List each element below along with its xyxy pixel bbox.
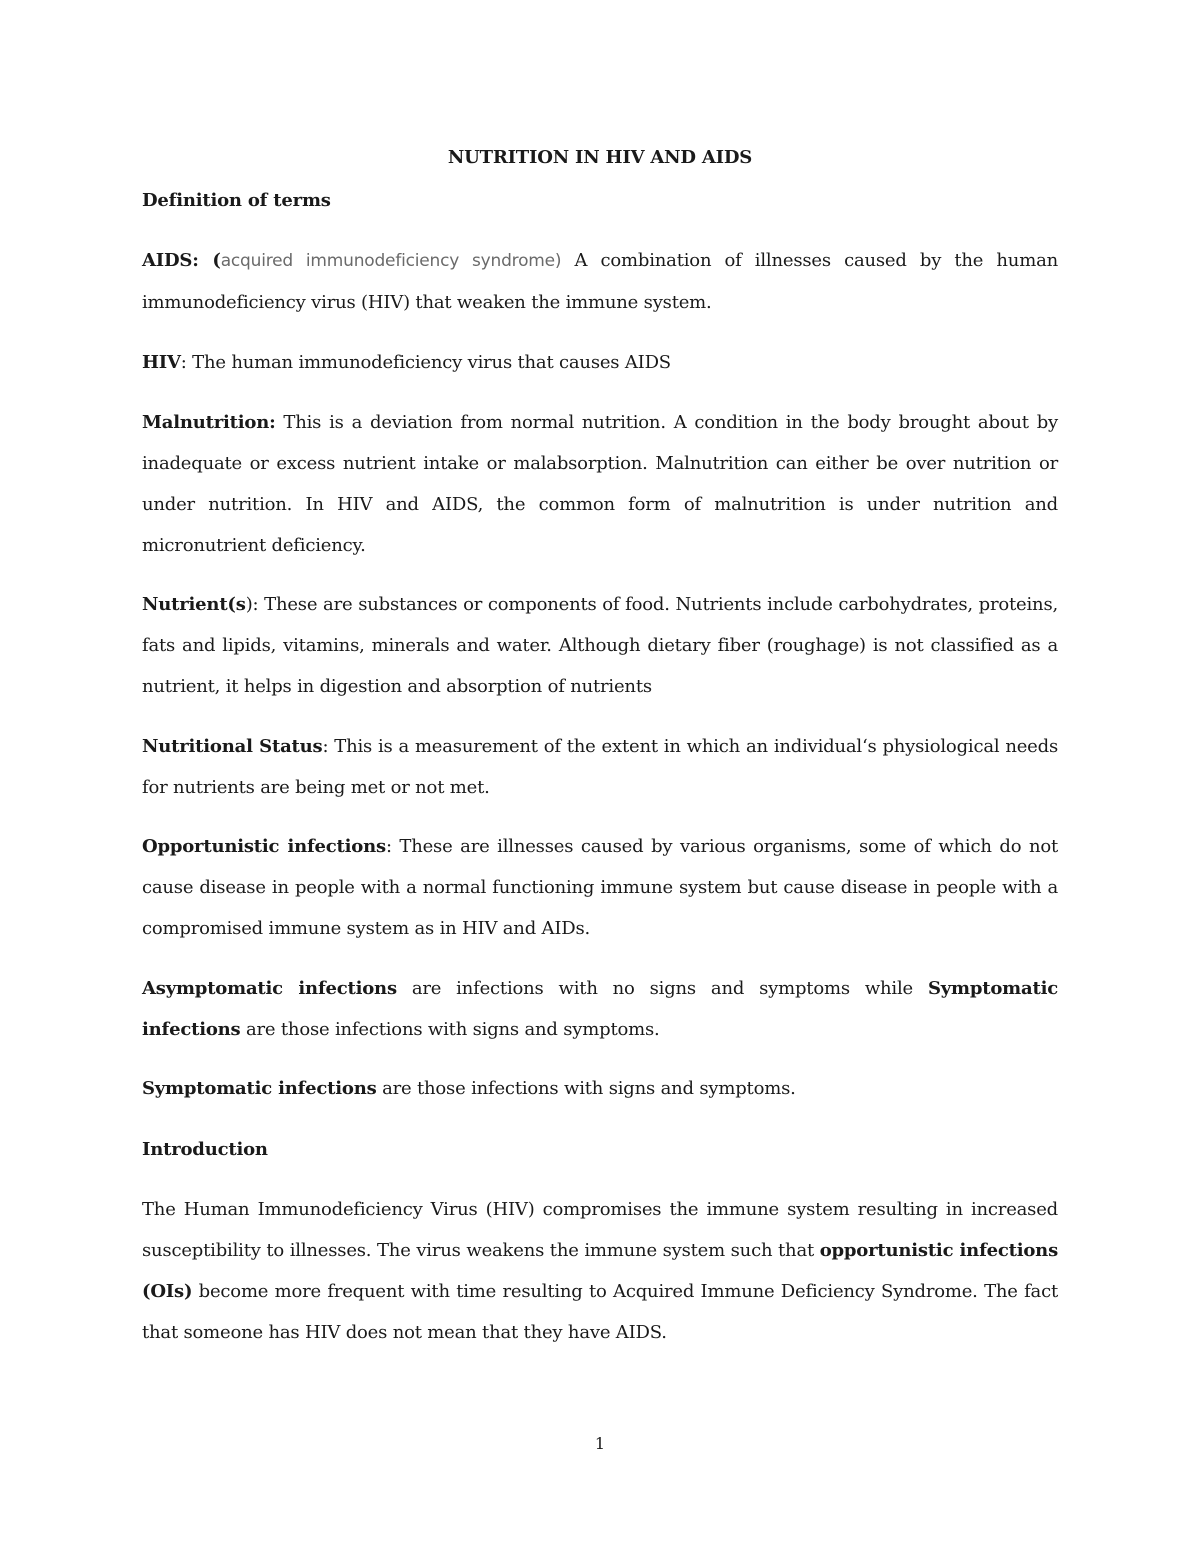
introduction-heading: Introduction	[142, 1139, 268, 1160]
term-symptomatic-infections-inline: Symptomatic infections	[142, 978, 1058, 1040]
term-opportunistic-infections: Opportunistic infections	[142, 836, 386, 857]
page-number: 1	[594, 1434, 606, 1453]
aids-expansion: acquired immunodeficiency syndrome)	[220, 251, 562, 271]
definition-nutrients	[142, 584, 1058, 707]
term-nutritional-status: Nutritional Status	[142, 736, 323, 757]
term-symptomatic-infections: Symptomatic infections	[142, 1078, 377, 1099]
aids-open-paren: (	[198, 250, 221, 271]
symptomatic-definition-text: are those infections with signs and symptoms.	[376, 1078, 796, 1099]
document-page	[142, 0, 1058, 1553]
asymptomatic-text-2: are those infections with signs and symptoms.	[240, 1019, 660, 1040]
definition-symptomatic-infections	[142, 1068, 1058, 1109]
nutritional-status-definition-text: : This is a measurement of the extent in which an individual‘s physiological needs for nutrients are being met or not met.	[142, 736, 1058, 798]
introduction-bold-term: opportunistic infections (OIs)	[142, 1240, 1059, 1302]
definition-malnutrition	[142, 402, 1058, 566]
term-aids: AIDS:	[142, 250, 199, 271]
definitions-heading: Definition of terms	[142, 190, 331, 211]
term-hiv: HIV	[142, 352, 181, 373]
asymptomatic-text-1: are infections with no signs and symptoms while	[396, 978, 928, 999]
introduction-text-2: become more frequent with time resulting to Acquired Immune Deficiency Syndrome. The fact that someone has HIV does not mean that they have AIDS.	[142, 1281, 1058, 1343]
term-asymptomatic-infections: Asymptomatic infections	[142, 978, 397, 999]
aids-definition-text: A combination of illnesses caused by the human immunodeficiency virus (HIV) that weaken the immune system.	[142, 250, 1058, 313]
introduction-text-1: The Human Immunodeficiency Virus (HIV) compromises the immune system resulting in increased susceptibility to illnesses. The virus weakens the immune system such that	[142, 1199, 1058, 1261]
opportunistic-definition-text: : These are illnesses caused by various organisms, some of which do not cause disease in people with a normal functioning immune system but cause disease in people with a compromised immune system as in HIV and AIDs.	[142, 836, 1059, 939]
definition-aids	[142, 240, 1058, 323]
nutrients-definition-text: ): These are substances or components of food. Nutrients include carbohydrates, proteins, fats and lipids, vitamins, minerals and water. Although dietary fiber (roughage) is not classified as a nutrient, it helps in digestion and absorption of nutrients	[142, 594, 1058, 697]
hiv-definition-text: : The human immunodeficiency virus that causes AIDS	[180, 352, 671, 373]
malnutrition-definition-text: This is a deviation from normal nutrition. A condition in the body brought about by inadequate or excess nutrient intake or malabsorption. Malnutrition can either be over nutrition or under nutrition. In HIV and AIDS, the common form of malnutrition is under nutrition and micronutrient deficiency.	[142, 412, 1058, 556]
term-nutrients: Nutrient(s	[142, 594, 246, 615]
definition-asymptomatic-infections	[142, 968, 1058, 1050]
definition-hiv	[142, 342, 1058, 383]
definition-opportunistic-infections	[142, 826, 1058, 949]
introduction-paragraph	[142, 1189, 1058, 1353]
definition-nutritional-status	[142, 726, 1058, 808]
document-title: NUTRITION IN HIV AND AIDS	[447, 147, 753, 168]
term-malnutrition: Malnutrition:	[142, 412, 276, 433]
